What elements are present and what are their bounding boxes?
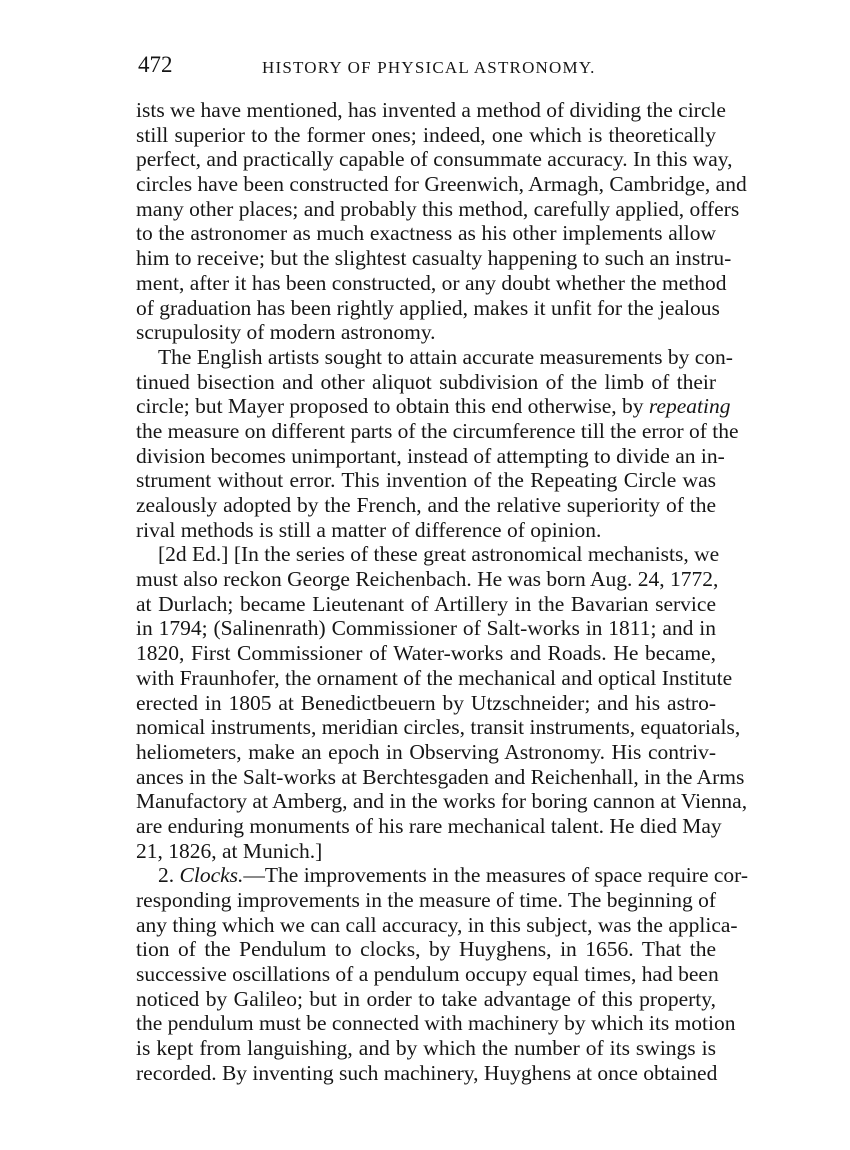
text-line: perfect, and practically capable of consummate accuracy. In this way, bbox=[136, 147, 733, 172]
text-line: erected in 1805 at Benedictbeuern by Utzschneider; and his astro- bbox=[136, 690, 716, 715]
paragraph bbox=[136, 344, 739, 543]
paragraph bbox=[136, 98, 747, 345]
italic-word: repeating bbox=[648, 394, 731, 419]
text-line: Manufactory at Amberg, and in the works for boring cannon at Vienna, bbox=[136, 789, 748, 814]
line-text: 2. bbox=[158, 863, 180, 888]
text-line: responding improvements in the measure of time. The beginning of bbox=[136, 888, 716, 912]
text-line: [2d Ed.] [In the series of these great astronomical mechanists, we bbox=[158, 542, 720, 567]
text-line: to the astronomer as much exactness as his other implements allow bbox=[136, 221, 716, 246]
text-line: ances in the Salt-works at Berchtesgaden and Reichenhall, in the Arms bbox=[136, 764, 745, 789]
text-line: recorded. By inventing such machinery, Huyghens at once obtained bbox=[136, 1060, 718, 1085]
text-line: is kept from languishing, and by which the number of its swings is bbox=[136, 1036, 716, 1061]
text-line: the measure on different parts of the circumference till the error of the bbox=[136, 418, 739, 443]
text-line: the pendulum must be connected with machinery by which its motion bbox=[136, 1011, 736, 1036]
running-title: HISTORY OF PHYSICAL ASTRONOMY. bbox=[262, 58, 596, 77]
text-line: are enduring monuments of his rare mechanical talent. He died May bbox=[136, 813, 722, 838]
page-number: 472 bbox=[138, 52, 173, 77]
text-line: rival methods is still a matter of difference of opinion. bbox=[136, 517, 602, 542]
text-line: noticed by Galileo; but in order to take advantage of this property, bbox=[136, 986, 716, 1011]
text-line: of graduation has been rightly applied, makes it unfit for the jealous bbox=[136, 295, 720, 320]
text-line: still superior to the former ones; indeed, one which is theoretically bbox=[136, 122, 716, 147]
text-line: with Fraunhofer, the ornament of the mechanical and optical Institute bbox=[136, 665, 733, 690]
section-heading-italic: Clocks. bbox=[179, 863, 244, 888]
text-line: zealously adopted by the French, and the relative superiority of the bbox=[136, 493, 716, 517]
text-line: any thing which we can call accuracy, in this subject, was the applica- bbox=[136, 912, 738, 937]
text-line: The English artists sought to attain accurate measurements by con- bbox=[158, 344, 733, 369]
text-line: division becomes unimportant, instead of attempting to divide an in- bbox=[136, 443, 725, 468]
text-line: successive oscillations of a pendulum occupy equal times, had been bbox=[136, 962, 719, 987]
text-line: many other places; and probably this method, carefully applied, offers bbox=[136, 196, 740, 221]
text-line: nomical instruments, meridian circles, transit instruments, equatorials, bbox=[136, 715, 741, 740]
line-text: circle; but Mayer proposed to obtain this end otherwise, by bbox=[136, 394, 649, 419]
text-line: 1820, First Commissioner of Water-works and Roads. He became, bbox=[136, 641, 716, 666]
text-line: in 1794; (Salinenrath) Commissioner of Salt-works in 1811; and in bbox=[136, 616, 716, 641]
text-line: him to receive; but the slightest casualty happening to such an instru- bbox=[136, 246, 732, 271]
paragraph bbox=[136, 542, 748, 863]
text-line: scrupulosity of modern astronomy. bbox=[136, 320, 436, 345]
body-text bbox=[136, 98, 749, 1086]
text-line: strument without error. This invention of the Repeating Circle was bbox=[136, 468, 716, 493]
text-line: ists we have mentioned, has invented a method of dividing the circle bbox=[136, 98, 726, 122]
paragraph bbox=[136, 863, 749, 1085]
text-line: 21, 1826, at Munich.] bbox=[136, 838, 323, 863]
line-text: —The improvements in the measures of space require cor- bbox=[243, 863, 749, 888]
text-line: ment, after it has been constructed, or any doubt whether the method bbox=[136, 270, 727, 295]
text-line bbox=[136, 863, 749, 888]
page-header bbox=[138, 52, 720, 82]
text-line: tinued bisection and other aliquot subdivision of the limb of their bbox=[136, 369, 716, 394]
text-line: tion of the Pendulum to clocks, by Huyghens, in 1656. That the bbox=[136, 937, 716, 962]
text-line: must also reckon George Reichenbach. He was born Aug. 24, 1772, bbox=[136, 567, 719, 592]
text-line bbox=[136, 394, 731, 419]
text-line: at Durlach; became Lieutenant of Artillery in the Bavarian service bbox=[136, 591, 716, 616]
text-line: circles have been constructed for Greenwich, Armagh, Cambridge, and bbox=[136, 172, 747, 197]
text-line: heliometers, make an epoch in Observing Astronomy. His contriv- bbox=[136, 739, 716, 764]
